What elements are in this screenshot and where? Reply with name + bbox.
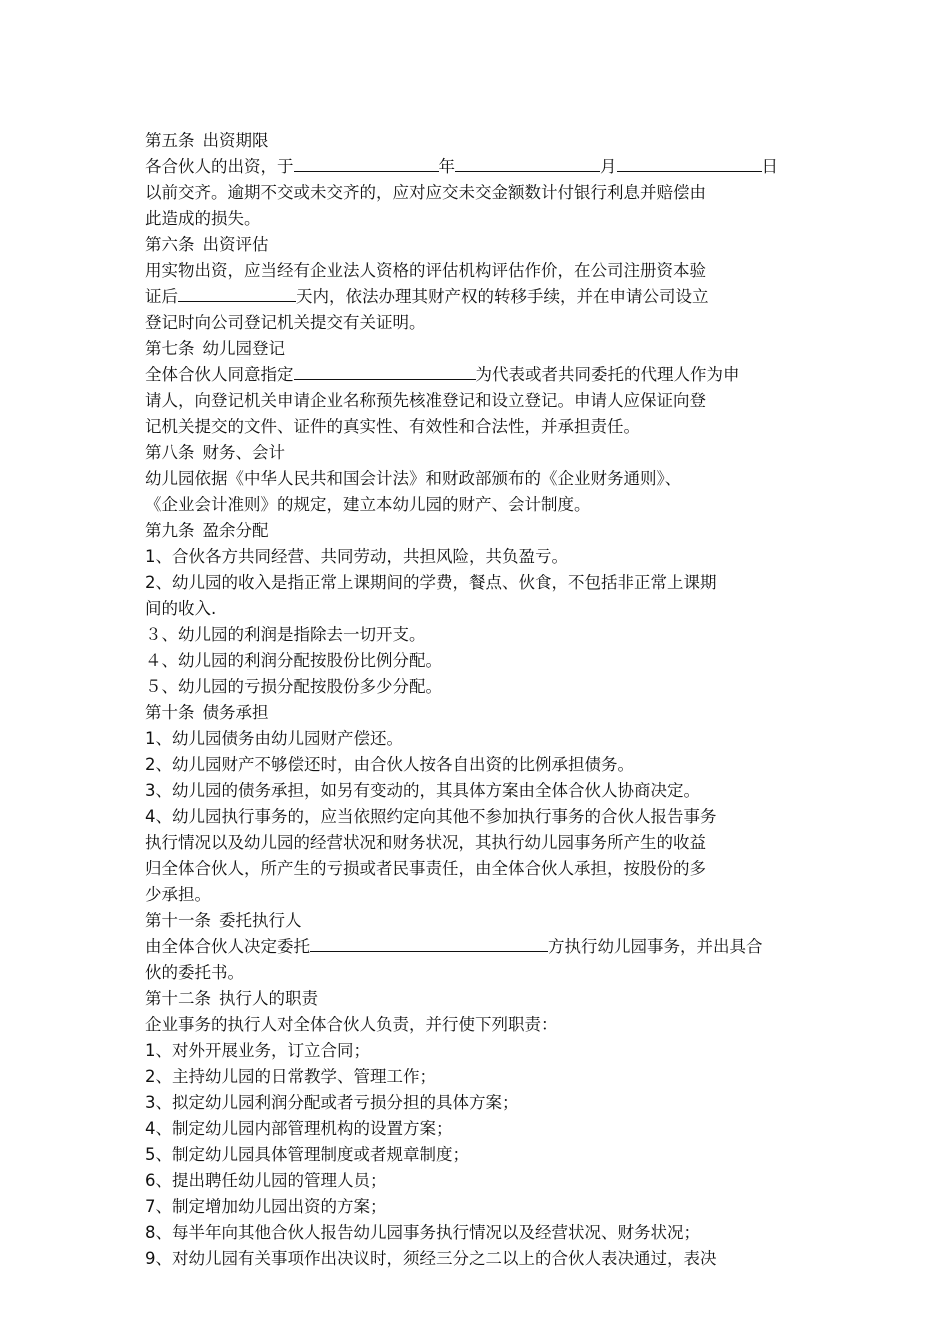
article-5-subject: 出资期限	[202, 131, 269, 150]
article-9-number: 第九条	[145, 521, 195, 540]
article-12-item-5: 5、制定幼儿园具体管理制度或者规章制度；	[145, 1145, 469, 1164]
article-7-line-1	[145, 362, 807, 388]
article-10-item-4-line-2: 执行情况以及幼儿园的经营状况和财务状况，其执行幼儿园事务所产生的收益	[145, 833, 706, 852]
article-9-heading	[145, 518, 807, 544]
article-6-number: 第六条	[145, 235, 195, 254]
article-6-subject: 出资评估	[202, 235, 269, 254]
blank-year	[294, 154, 439, 172]
article-5-line-2: 以前交齐。逾期不交或未交齐的，应对应交未交金额数计付银行利息并赔偿由	[145, 183, 706, 202]
article-9-item-2-line-2: 间的收入.	[145, 599, 217, 618]
text-span: 各合伙人的出资，于	[145, 157, 294, 176]
article-12-intro: 企业事务的执行人对全体合伙人负责，并行使下列职责：	[145, 1015, 558, 1034]
article-11-subject: 委托执行人	[219, 911, 302, 930]
article-12-item-2: 2、主持幼儿园的日常教学、管理工作；	[145, 1067, 436, 1086]
article-12-item-7: 7、制定增加幼儿园出资的方案；	[145, 1197, 387, 1216]
blank-agent	[294, 362, 476, 380]
article-8-heading	[145, 440, 807, 466]
article-11-line-1	[145, 934, 807, 960]
article-10-heading	[145, 700, 807, 726]
article-7-line-2: 请人，向登记机关申请企业名称预先核准登记和设立登记。申请人应保证向登	[145, 391, 706, 410]
article-11-line-2: 伙的委托书。	[145, 963, 244, 982]
document-body	[145, 128, 807, 1272]
article-12-item-1: 1、对外开展业务，订立合同；	[145, 1041, 370, 1060]
article-10-subject: 债务承担	[202, 703, 269, 722]
article-8-number: 第八条	[145, 443, 195, 462]
text-span: 证后	[145, 287, 178, 306]
article-12-item-4: 4、制定幼儿园内部管理机构的设置方案；	[145, 1119, 453, 1138]
article-5-line-1	[145, 154, 807, 180]
article-6-line-1: 用实物出资，应当经有企业法人资格的评估机构评估作价，在公司注册资本验	[145, 261, 706, 280]
article-5-line-3: 此造成的损失。	[145, 209, 261, 228]
article-8-line-2: 《企业会计准则》的规定，建立本幼儿园的财产、会计制度。	[145, 495, 591, 514]
article-7-number: 第七条	[145, 339, 195, 358]
article-5-heading	[145, 128, 807, 154]
article-12-number: 第十二条	[145, 989, 211, 1008]
article-9-item-1: 1、合伙各方共同经营、共同劳动，共担风险，共负盈亏。	[145, 547, 568, 566]
article-10-number: 第十条	[145, 703, 195, 722]
article-12-heading	[145, 986, 807, 1012]
text-span: 方执行幼儿园事务，并出具合	[548, 937, 763, 956]
article-9-item-5: ５、幼儿园的亏损分配按股份多少分配。	[145, 677, 442, 696]
blank-month	[455, 154, 600, 172]
article-7-subject: 幼儿园登记	[202, 339, 285, 358]
article-7-line-3: 记机关提交的文件、证件的真实性、有效性和合法性，并承担责任。	[145, 417, 640, 436]
article-9-item-3: ３、幼儿园的利润是指除去一切开支。	[145, 625, 426, 644]
article-8-subject: 财务、会计	[202, 443, 285, 462]
article-12-item-8: 8、每半年向其他合伙人报告幼儿园事务执行情况以及经营状况、财务状况；	[145, 1223, 700, 1242]
blank-executor	[310, 934, 548, 952]
article-12-item-6: 6、提出聘任幼儿园的管理人员；	[145, 1171, 387, 1190]
text-span: 日	[761, 157, 778, 176]
text-span: 月	[600, 157, 617, 176]
article-6-line-3: 登记时向公司登记机关提交有关证明。	[145, 313, 426, 332]
text-span: 全体合伙人同意指定	[145, 365, 294, 384]
article-10-item-4-line-4: 少承担。	[145, 885, 211, 904]
article-10-item-2: 2、幼儿园财产不够偿还时，由合伙人按各自出资的比例承担债务。	[145, 755, 634, 774]
article-9-item-2-line-1: 2、幼儿园的收入是指正常上课期间的学费，餐点、伙食，不包括非正常上课期	[145, 573, 717, 592]
article-11-heading	[145, 908, 807, 934]
article-12-subject: 执行人的职责	[219, 989, 318, 1008]
article-10-item-1: 1、幼儿园债务由幼儿园财产偿还。	[145, 729, 403, 748]
blank-day	[617, 154, 762, 172]
text-span: 天内，依法办理其财产权的转移手续，并在申请公司设立	[296, 287, 709, 306]
article-10-item-3: 3、幼儿园的债务承担，如另有变动的，其具体方案由全体合伙人协商决定。	[145, 781, 700, 800]
article-12-item-9: 9、对幼儿园有关事项作出决议时，须经三分之二以上的合伙人表决通过，表决	[145, 1249, 717, 1268]
article-12-item-3: 3、拟定幼儿园利润分配或者亏损分担的具体方案；	[145, 1093, 519, 1112]
article-8-line-1: 幼儿园依据《中华人民共和国会计法》和财政部颁布的《企业财务通则》、	[145, 469, 682, 488]
article-6-line-2	[145, 284, 807, 310]
text-span: 由全体合伙人决定委托	[145, 937, 310, 956]
article-7-heading	[145, 336, 807, 362]
text-span: 为代表或者共同委托的代理人作为申	[475, 365, 740, 384]
article-9-subject: 盈余分配	[202, 521, 269, 540]
text-span: 年	[438, 157, 455, 176]
article-5-number: 第五条	[145, 131, 195, 150]
article-11-number: 第十一条	[145, 911, 211, 930]
article-10-item-4-line-1: 4、幼儿园执行事务的，应当依照约定向其他不参加执行事务的合伙人报告事务	[145, 807, 717, 826]
blank-days	[178, 284, 296, 302]
article-10-item-4-line-3: 归全体合伙人，所产生的亏损或者民事责任，由全体合伙人承担，按股份的多	[145, 859, 706, 878]
article-9-item-4: ４、幼儿园的利润分配按股份比例分配。	[145, 651, 442, 670]
article-6-heading	[145, 232, 807, 258]
